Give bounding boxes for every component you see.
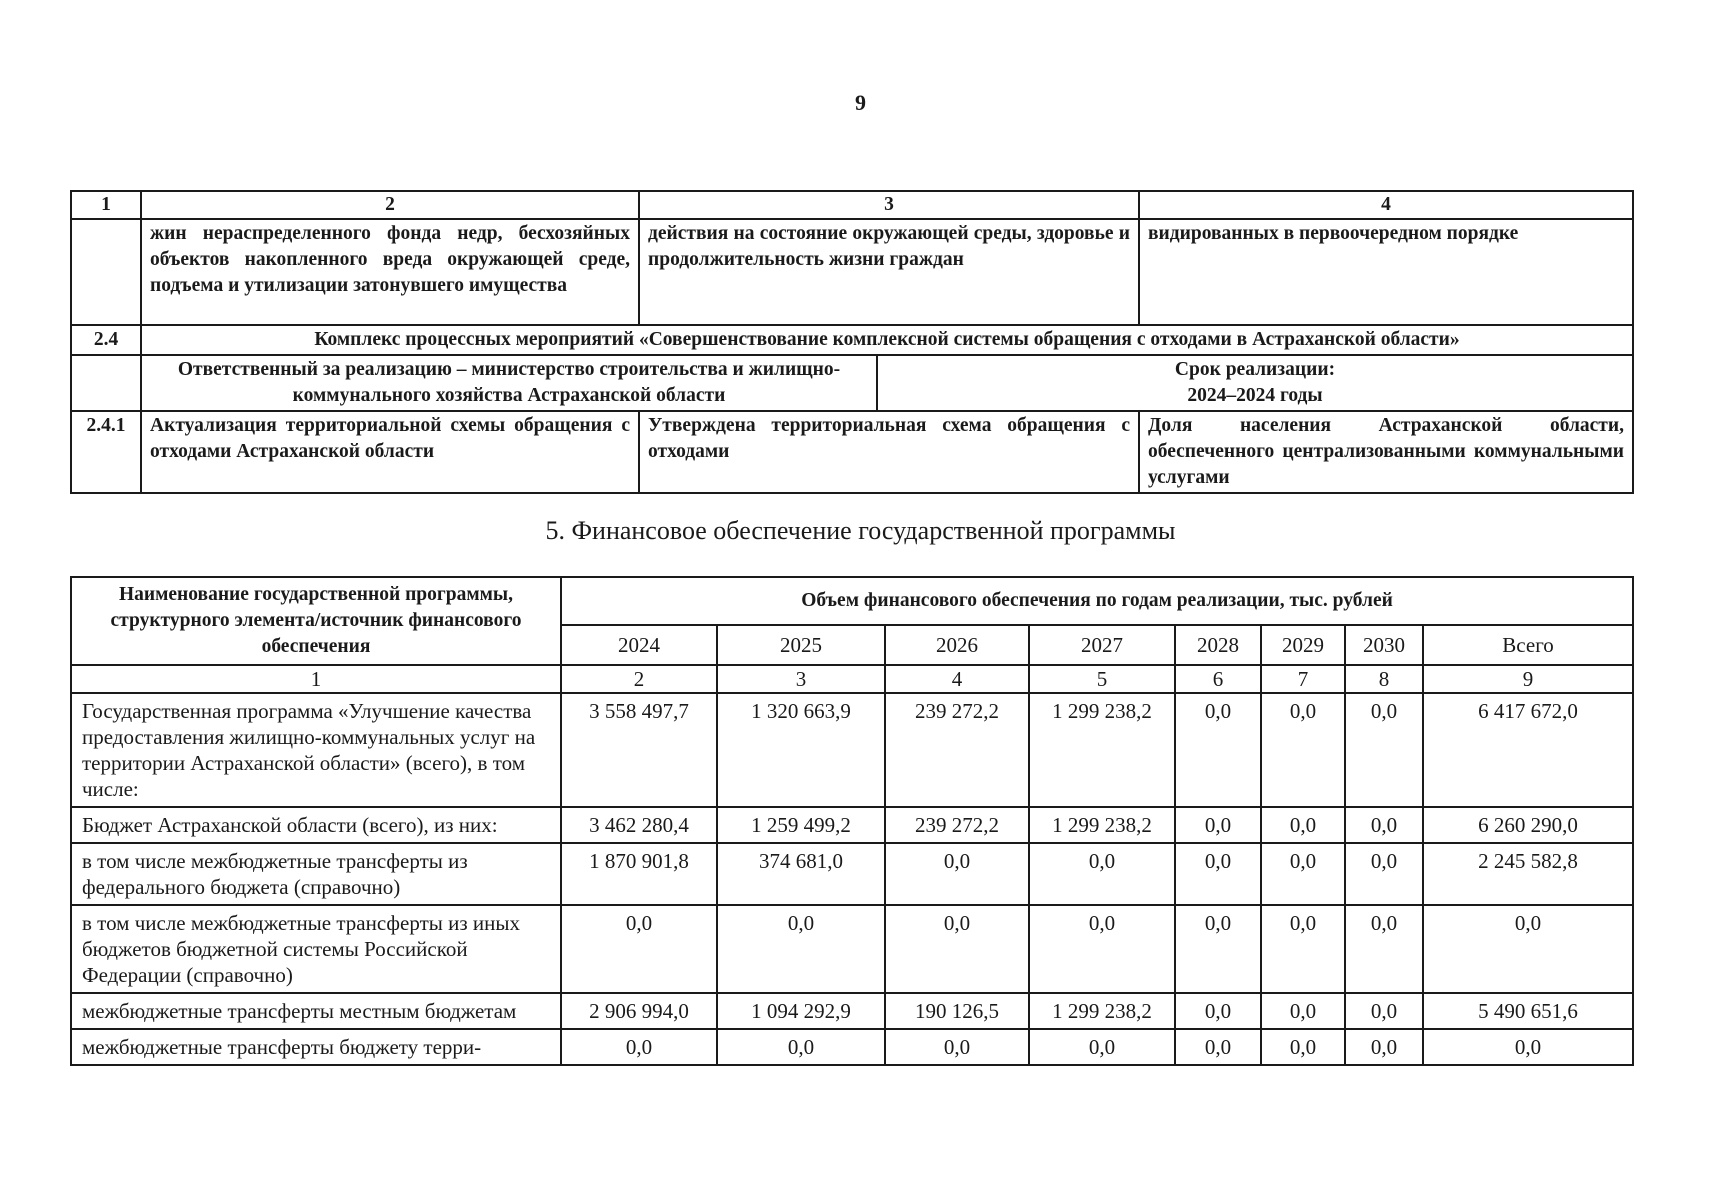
col-number: 2 [561, 665, 717, 693]
col-number: 4 [885, 665, 1029, 693]
year-header: 2029 [1261, 625, 1345, 665]
year-header: 2027 [1029, 625, 1175, 665]
amount-cell: 0,0 [1029, 843, 1175, 905]
amount-cell: 0,0 [885, 843, 1029, 905]
table-row [71, 325, 1633, 355]
amount-cell: 0,0 [1345, 807, 1423, 843]
amount-cell: 3 462 280,4 [561, 807, 717, 843]
total-cell: 6 260 290,0 [1423, 807, 1633, 843]
term-value: 2024–2024 годы [1187, 385, 1323, 406]
source-name: Бюджет Астраханской области (всего), из них: [71, 807, 561, 843]
term-label: Срок реализации: [1174, 359, 1336, 380]
amount-cell: 1 094 292,9 [717, 993, 885, 1029]
amount-cell: 3 558 497,7 [561, 693, 717, 807]
amount-cell: 0,0 [1175, 1029, 1261, 1065]
col-header: 4 [1139, 191, 1633, 219]
table-row [71, 807, 1633, 843]
amount-cell: 239 272,2 [885, 807, 1029, 843]
result-text: Утверждена территориальная схема обращения с отходами [639, 411, 1139, 493]
table-row [71, 411, 1633, 493]
section-title: 5. Финансовое обеспечение государственной программы [545, 516, 1176, 545]
source-name: межбюджетные трансферты бюджету терри- [71, 1029, 561, 1065]
measure-text: жин нераспределенного фонда недр, бесхозяйных объектов накопленного вреда окружающей среде, подъема и утилизации затонувшего имущества [141, 219, 639, 325]
amount-cell: 0,0 [1345, 905, 1423, 993]
volume-header: Объем финансового обеспечения по годам реализации, тыс. рублей [561, 577, 1633, 625]
total-cell: 6 417 672,0 [1423, 693, 1633, 807]
amount-cell: 2 906 994,0 [561, 993, 717, 1029]
amount-cell: 1 299 238,2 [1029, 993, 1175, 1029]
col-number: 5 [1029, 665, 1175, 693]
amount-cell: 0,0 [885, 905, 1029, 993]
amount-cell: 0,0 [1175, 843, 1261, 905]
amount-cell: 0,0 [1029, 905, 1175, 993]
year-header: 2025 [717, 625, 885, 665]
table-row [71, 905, 1633, 993]
amount-cell: 0,0 [561, 905, 717, 993]
source-name: в том числе межбюджетные трансферты из иных бюджетов бюджетной системы Российской Федерации (справочно) [71, 905, 561, 993]
amount-cell: 0,0 [717, 905, 885, 993]
amount-cell: 0,0 [1261, 807, 1345, 843]
amount-cell: 0,0 [1261, 843, 1345, 905]
year-header: 2024 [561, 625, 717, 665]
amount-cell: 1 299 238,2 [1029, 693, 1175, 807]
amount-cell: 0,0 [1261, 993, 1345, 1029]
amount-cell: 0,0 [1261, 693, 1345, 807]
measures-header-row [71, 191, 1633, 219]
col-header: 3 [639, 191, 1139, 219]
amount-cell: 0,0 [1175, 807, 1261, 843]
amount-cell: 0,0 [561, 1029, 717, 1065]
row-number: 2.4.1 [71, 411, 141, 493]
complex-title: Комплекс процессных мероприятий «Совершенствование комплексной системы обращения с отходами в Астраханской области» [141, 325, 1633, 355]
amount-cell: 0,0 [1345, 693, 1423, 807]
amount-cell: 0,0 [885, 1029, 1029, 1065]
amount-cell: 1 299 238,2 [1029, 807, 1175, 843]
column-number-row [71, 665, 1633, 693]
row-number [71, 219, 141, 325]
total-cell: 2 245 582,8 [1423, 843, 1633, 905]
finance-header-row [71, 577, 1633, 625]
amount-cell: 0,0 [1175, 693, 1261, 807]
indicator-text: видированных в первоочередном порядке [1139, 219, 1633, 325]
amount-cell: 0,0 [1175, 905, 1261, 993]
col-number: 8 [1345, 665, 1423, 693]
measures-table [70, 190, 1634, 494]
table-row [71, 843, 1633, 905]
amount-cell: 0,0 [1345, 993, 1423, 1029]
table-row [71, 1029, 1633, 1065]
name-header: Наименование государственной программы, структурного элемента/источник финансового обеспечения [71, 577, 561, 665]
row-number: 2.4 [71, 325, 141, 355]
source-name: Государственная программа «Улучшение качества предоставления жилищно-коммунальных услуг на территории Астраханской области» (всего), в том числе: [71, 693, 561, 807]
year-header: 2026 [885, 625, 1029, 665]
col-number: 9 [1423, 665, 1633, 693]
source-name: в том числе межбюджетные трансферты из федерального бюджета (справочно) [71, 843, 561, 905]
total-cell: 0,0 [1423, 905, 1633, 993]
amount-cell: 0,0 [1345, 843, 1423, 905]
amount-cell: 0,0 [1029, 1029, 1175, 1065]
indicator-text: Доля населения Астраханской области, обеспеченного централизованными коммунальными услугами [1139, 411, 1633, 493]
amount-cell: 190 126,5 [885, 993, 1029, 1029]
table-row [71, 693, 1633, 807]
empty-cell [71, 355, 141, 411]
year-header: 2030 [1345, 625, 1423, 665]
amount-cell: 0,0 [1261, 905, 1345, 993]
total-cell: 0,0 [1423, 1029, 1633, 1065]
amount-cell: 0,0 [1345, 1029, 1423, 1065]
total-cell: 5 490 651,6 [1423, 993, 1633, 1029]
amount-cell: 1 870 901,8 [561, 843, 717, 905]
amount-cell: 0,0 [1261, 1029, 1345, 1065]
responsible-text: Ответственный за реализацию – министерство строительства и жилищно-коммунального хозяйства Астраханской области [142, 356, 878, 410]
col-number: 1 [71, 665, 561, 693]
col-header: 2 [141, 191, 639, 219]
amount-cell: 239 272,2 [885, 693, 1029, 807]
page-number: 9 [855, 90, 866, 115]
col-number: 7 [1261, 665, 1345, 693]
measure-text: Актуализация территориальной схемы обращения с отходами Астраханской области [141, 411, 639, 493]
col-number: 6 [1175, 665, 1261, 693]
source-name: межбюджетные трансферты местным бюджетам [71, 993, 561, 1029]
total-header: Всего [1423, 625, 1633, 665]
term-block [878, 356, 1632, 410]
amount-cell: 1 320 663,9 [717, 693, 885, 807]
amount-cell: 0,0 [1175, 993, 1261, 1029]
amount-cell: 1 259 499,2 [717, 807, 885, 843]
table-row [71, 355, 1633, 411]
col-header: 1 [71, 191, 141, 219]
amount-cell: 374 681,0 [717, 843, 885, 905]
result-text: действия на состояние окружающей среды, здоровье и продолжительность жизни граждан [639, 219, 1139, 325]
col-number: 3 [717, 665, 885, 693]
table-row [71, 993, 1633, 1029]
table-row [71, 219, 1633, 325]
finance-table [70, 576, 1634, 1066]
year-header: 2028 [1175, 625, 1261, 665]
amount-cell: 0,0 [717, 1029, 885, 1065]
